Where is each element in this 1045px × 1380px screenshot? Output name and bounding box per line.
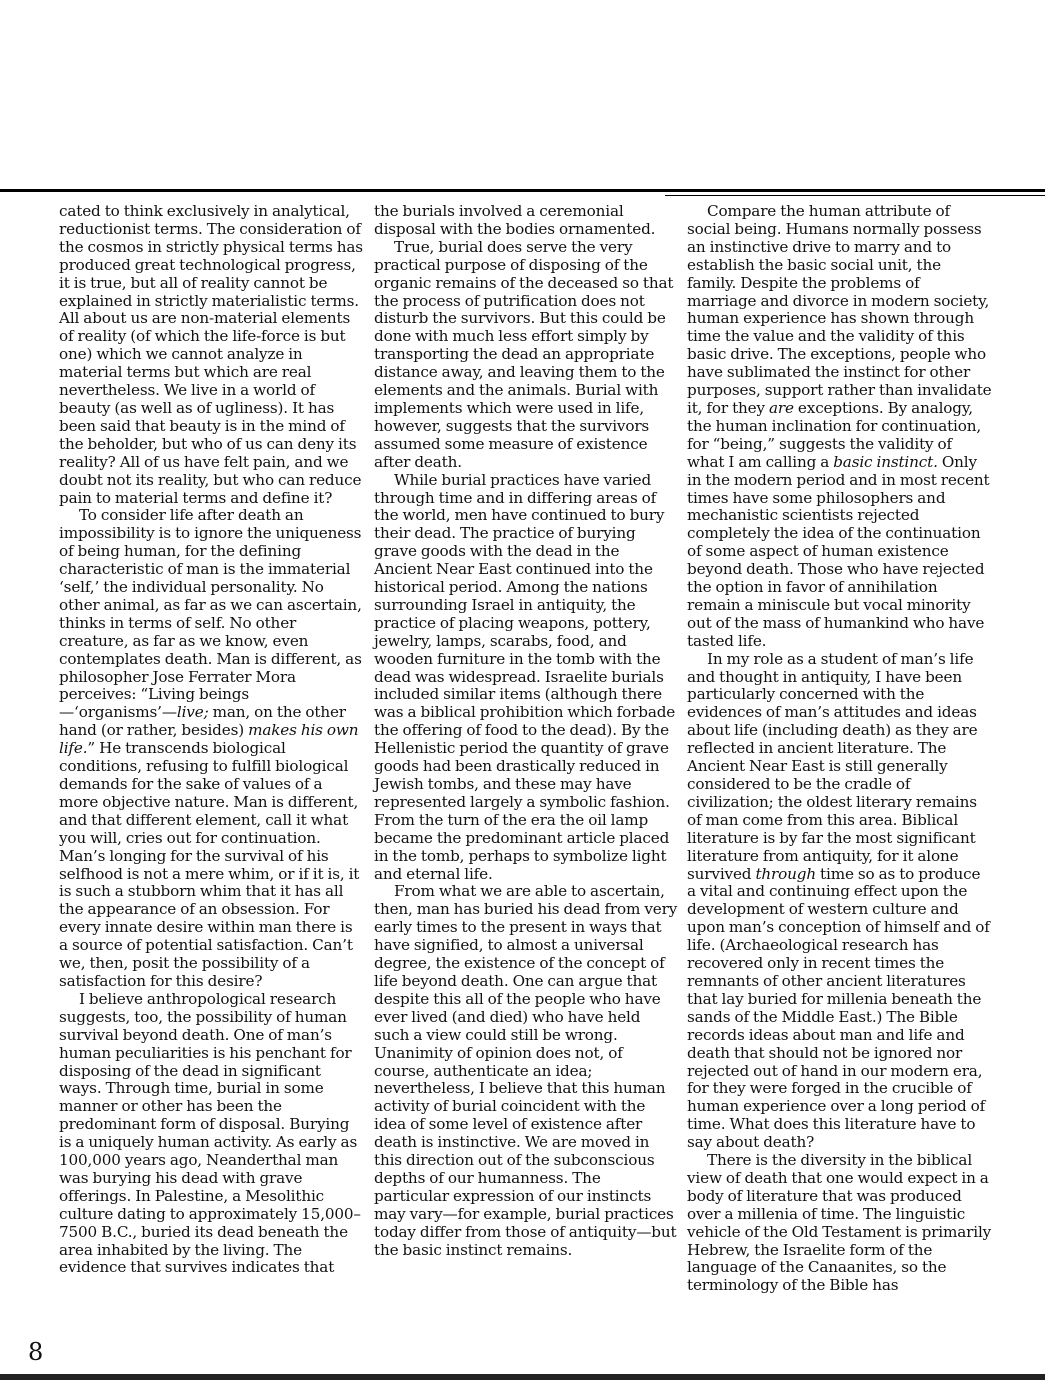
italic-text: makes his own life. — [59, 721, 359, 758]
text-run: While burial practices have varied through time and in differing areas of the world, men have continued to bury their dead. The practice of burying grave goods with the dead in the Ancient Near East continued into the historical period. Among the nations surrounding Israel in antiquity, the practice of placing weapons, pottery, jewelry, lamps, scarabs, food, and wooden furniture in the tomb with the dead was widespread. Israelite burials included similar items (although there was a biblical prohibition which forbade the offering of food to the dead). By the Hellenistic period the quantity of grave goods had been drastically reduced in Jewish tombs, and these may have represented largely a symbolic fashion. From the turn of the era the oil lamp became the predominant article placed in the tomb, perhaps to symbolize light and eternal life. — [374, 470, 676, 883]
italic-text: through — [755, 864, 816, 883]
paragraph — [374, 883, 679, 1259]
paragraph — [687, 203, 992, 651]
italic-text: are — [769, 398, 794, 417]
text-column-1 — [59, 203, 364, 1277]
text-run: From what we are able to ascertain, then, man has buried his dead from very early times to the present in ways that have signified, to almost a universal degree, the existence of the concept of life beyond death. One can argue that despite this all of the people who have ever lived (and died) who have held such a view could still be wrong. Unanimity of opinion does not, of course, authenticate an idea; nevertheless, I believe that this human activity of burial coincident with the idea of some level of existence after death is instinctive. We are moved in this direction out of the subconscious depths of our humanness. The particular expression of our instincts may vary—for example, burial practices today differ from those of antiquity—but the basic instinct remains. — [374, 882, 678, 1259]
text-run: cated to think exclusively in analytical, reductionist terms. The consideration of the cosmos in strictly physical terms has produced great technological progress, it is true, but all of reality cannot be explained in strictly materialistic terms. All about us are non-material elements of reality (of which the life-force is but one) which we cannot analyze in material terms but which are real nevertheless. We live in a world of beauty (as well as of ugliness). It has been said that beauty is in the mind of the beholder, but who of us can deny its reality? All of us have felt pain, and we doubt not its reality, but who can reduce pain to material terms and define it? — [59, 202, 363, 507]
paragraph — [374, 203, 679, 239]
text-run: ” He transcends biological conditions, refusing to fulfill biological demands for the sake of values of a more objective nature. Man is different, and that different element, call it what you will, cries out for continuation. Man’s longing for the survival of his selfhood is not a mere whim, or if it is, it is such a stubborn whim that it has all the appearance of an obsession. For every innate desire within man there is a source of potential satisfaction. Can’t we, then, posit the possibility of a satisfaction for this desire? — [59, 739, 360, 990]
header-rule — [0, 189, 1045, 192]
paragraph — [59, 507, 364, 990]
paragraph — [374, 239, 679, 472]
text-run: To consider life after death an impossibility is to ignore the uniqueness of being human, for the defining characteristic of man is the immaterial ‘self,’ the individual personality. No other animal, as far as we can ascertain, thinks in terms of self. No other creature, as far as we know, even contemplates death. Man is different, as philosopher Jose Ferrater Mora perceives: “Living beings—‘organisms’— — [59, 506, 362, 722]
text-run: True, burial does serve the very practical purpose of disposing of the organic remains of the deceased so that the process of putrification does not disturb the survivors. But this could be done with much less effort simply by transporting the dead an appropriate distance away, and leaving them to the elements and the animals. Burial with implements which were used in life, however, suggests that the survivors assumed some measure of existence after death. — [374, 237, 674, 471]
italic-text: basic instinct. — [833, 452, 938, 471]
italic-text: live; — [176, 703, 209, 722]
text-run: time so as to produce a vital and continuing effect upon the development of western culture and upon man’s conception of himself and of life. (Archaeological research has recovered only in recent times the remnants of other ancient literatures that lay buried for millenia beneath the sands of the Middle East.) The Bible records ideas about man and life and death that should not be ignored nor rejected out of hand in our modern era, for they were forged in the crucible of human experience over a long period of time. What does this literature have to say about death? — [687, 864, 990, 1152]
text-run: I believe anthropological research suggests, too, the possibility of human survival beyond death. One of man’s human peculiarities is his penchant for disposing of the dead in significant ways. Through time, burial in some manner or other has been the predominant form of disposal. Burying is a uniquely human activity. As early as 100,000 years ago, Neanderthal man was burying his dead with grave offerings. In Palestine, a Mesolithic culture dating to approximately 15,000–7500 B.C., buried its dead beneath the area inhabited by the living. The evidence that survives indicates that — [59, 989, 361, 1277]
paragraph — [59, 203, 364, 507]
page-bottom-edge — [0, 1374, 1045, 1380]
page-number: 8 — [28, 1338, 44, 1366]
text-column-2 — [374, 203, 679, 1259]
paragraph — [374, 472, 679, 884]
text-run: exceptions. By analogy, the human inclination for continuation, for “being,” suggests the validity of what I am calling a — [687, 398, 982, 471]
text-run: There is the diversity in the biblical view of death that one would expect in a body of literature that was produced over a millenia of time. The linguistic vehicle of the Old Testament is primarily Hebrew, the Israelite form of the language of the Canaanites, so the terminology of the Bible has — [687, 1151, 992, 1295]
text-run: man, on the other hand (or rather, besides) — [59, 703, 346, 740]
text-run: Compare the human attribute of social being. Humans normally possess an instinctive drive to marry and to establish the basic social unit, the family. Despite the problems of marriage and divorce in modern society, human experience has shown through time the value and the validity of this basic drive. The exceptions, people who have sublimated the instinct for other purposes, support rather than invalidate it, for they — [687, 202, 992, 417]
text-run: Only in the modern period and in most recent times have some philosophers and mechanistic scientists rejected completely the idea of the continuation of some aspect of human existence beyond death. Those who have rejected the option in favor of annihilation remain a miniscule but vocal minority out of the mass of humankind who have tasted life. — [687, 452, 990, 650]
paragraph — [59, 991, 364, 1278]
text-column-3 — [687, 203, 992, 1295]
header-rule-secondary — [665, 195, 1045, 196]
paragraph — [687, 1152, 992, 1295]
text-run: In my role as a student of man’s life and thought in antiquity, I have been particularly concerned with the evidences of man’s attitudes and ideas about life (including death) as they are reflected in ancient literature. The Ancient Near East is still generally considered to be the cradle of civilization; the oldest literary remains of man come from this area. Biblical literature is by far the most significant literature from antiquity, for it alone survived — [687, 649, 978, 883]
paragraph — [687, 651, 992, 1152]
text-run: the burials involved a ceremonial disposal with the bodies ornamented. — [374, 202, 656, 238]
